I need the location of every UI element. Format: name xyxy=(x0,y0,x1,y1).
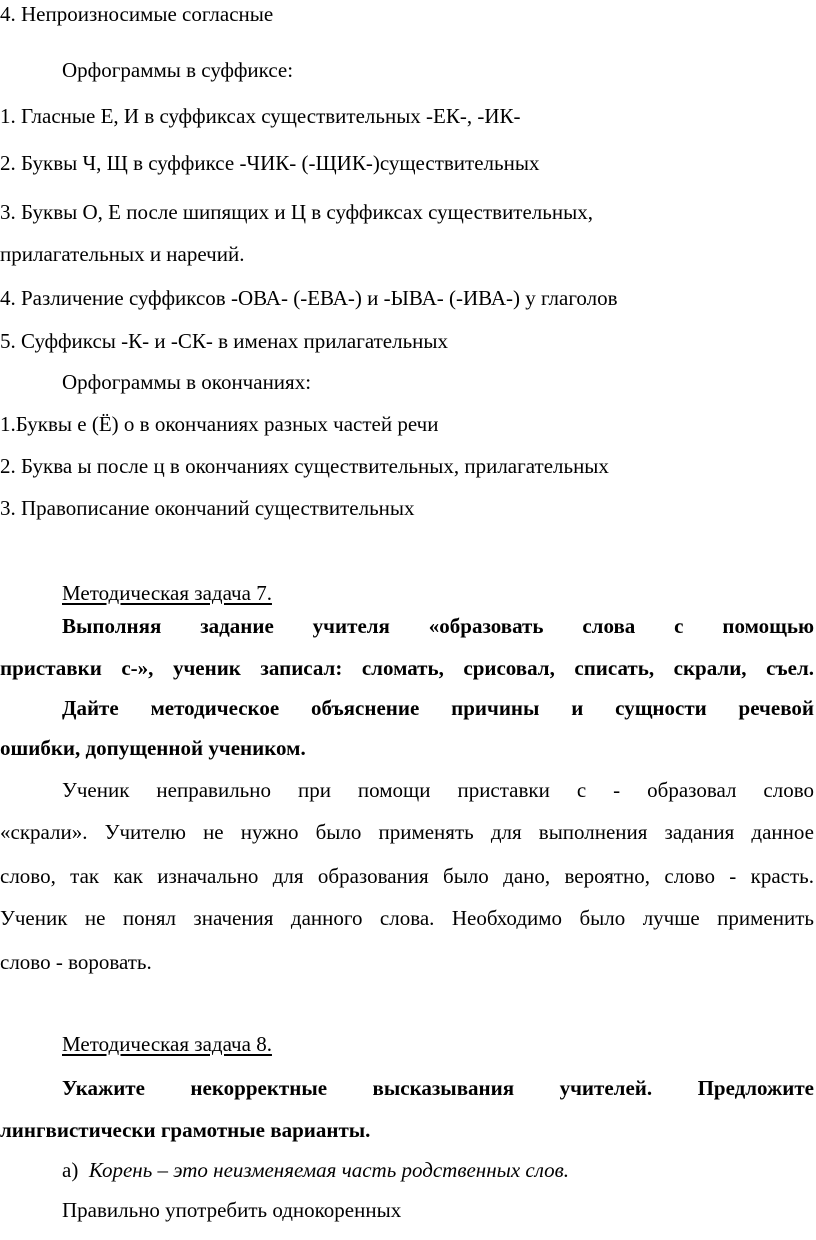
task8-answer: Правильно употребить однокоренных xyxy=(62,1198,402,1222)
task8-item-a-text: Корень – это неизменяемая часть родственных слов. xyxy=(88,1158,569,1182)
suffix-item: 2. Буквы Ч, Щ в суффиксе -ЧИК- (-ЩИК-)существительных xyxy=(0,151,540,175)
task7-answer-line: слово, так как изначально для образования было дано, вероятно, слово - красть. xyxy=(0,864,814,888)
task7-answer-line: «скрали». Учителю не нужно было применять для выполнения задания данное xyxy=(0,820,814,844)
task7-question-line: Дайте методическое объяснение причины и сущности речевой xyxy=(62,696,814,720)
suffix-item: 4. Различение суффиксов -ОВА- (-ЕВА-) и -ЫВА- (-ИВА-) у глаголов xyxy=(0,286,618,310)
task7-title: Методическая задача 7. xyxy=(62,581,272,605)
suffix-item-continuation: прилагательных и наречий. xyxy=(0,242,245,266)
suffix-item: 1. Гласные Е, И в суффиксах существительных -ЕК-, -ИК- xyxy=(0,104,521,128)
suffix-item: 5. Суффиксы -К- и -СК- в именах прилагательных xyxy=(0,329,449,353)
ending-heading: Орфограммы в окончаниях: xyxy=(62,370,312,394)
suffix-item: 3. Буквы О, Е после шипящих и Ц в суффиксах существительных, xyxy=(0,200,593,224)
task7-answer-line: Ученик неправильно при помощи приставки с - образовал слово xyxy=(62,778,814,802)
task8-question-line: Укажите некорректные высказывания учителей. Предложите xyxy=(62,1076,814,1100)
task8-title: Методическая задача 8. xyxy=(62,1032,272,1056)
task7-question-line: приставки с-», ученик записал: сломать, срисовал, списать, скрали, съел. xyxy=(0,656,814,680)
ending-item: 1.Буквы е (Ё) о в окончаниях разных частей речи xyxy=(0,412,439,436)
ending-item: 3. Правописание окончаний существительных xyxy=(0,496,415,520)
task8-question-line: лингвистически грамотные варианты. xyxy=(0,1118,371,1142)
spelling-item-4: 4. Непроизносимые согласные xyxy=(0,2,274,26)
task7-question-line: ошибки, допущенной учеником. xyxy=(0,736,306,760)
task7-answer-line: Ученик не понял значения данного слова. Необходимо было лучше применить xyxy=(0,906,814,930)
task8-item-a xyxy=(62,1160,569,1181)
task8-item-a-marker: а) xyxy=(62,1158,79,1182)
suffix-heading: Орфограммы в суффиксе: xyxy=(62,58,294,82)
ending-item: 2. Буква ы после ц в окончаниях существительных, прилагательных xyxy=(0,454,609,478)
task7-question-line: Выполняя задание учителя «образовать слова с помощью xyxy=(62,614,814,638)
task7-answer-line: слово - воровать. xyxy=(0,950,152,974)
